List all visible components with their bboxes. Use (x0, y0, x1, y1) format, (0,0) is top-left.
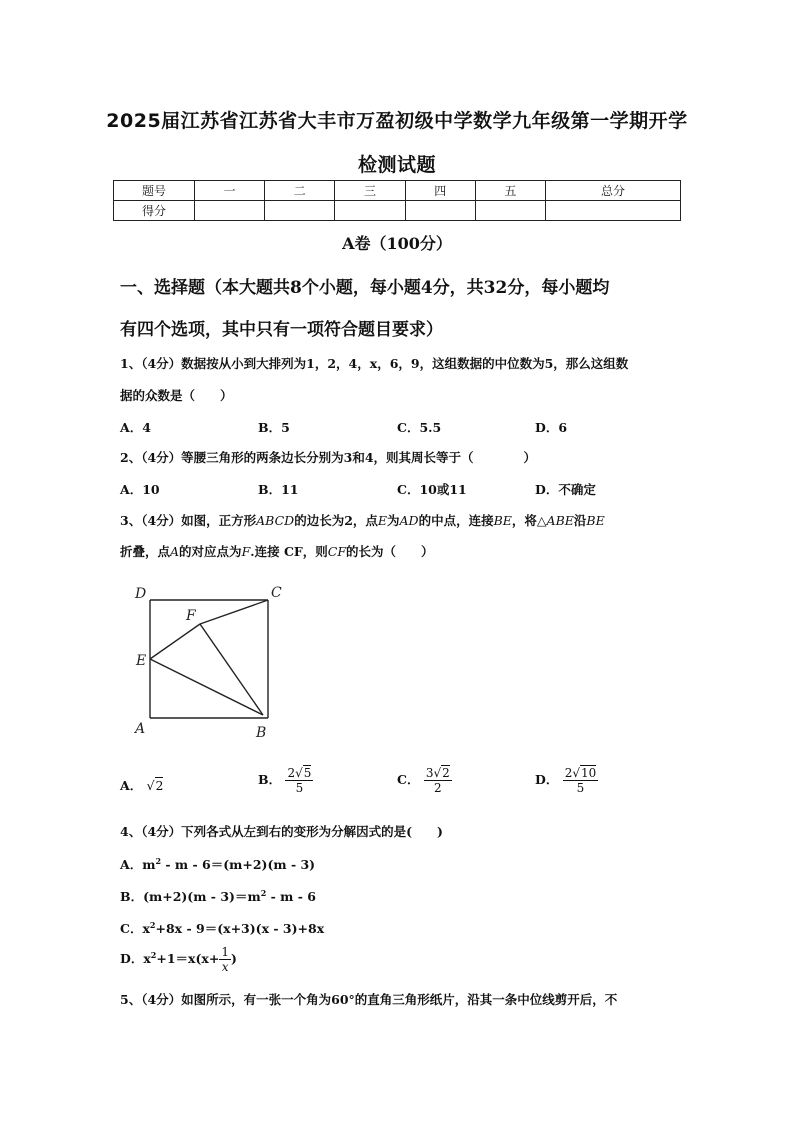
radicand: 5 (303, 766, 312, 780)
q2-option-c[interactable]: C．10或11 (397, 482, 467, 497)
score-table-row (114, 201, 681, 221)
fraction-numerator: 1 (221, 945, 229, 959)
q3-var: ABE (546, 513, 574, 528)
q3-var: BE (493, 513, 512, 528)
q3-var: F (241, 544, 251, 559)
q3-option-c[interactable] (397, 766, 452, 795)
score-cell[interactable] (405, 201, 475, 221)
doc-title-line1: 2025届江苏省江苏省大丰市万盈初级中学数学九年级第一学期开学 (106, 110, 688, 132)
fraction (285, 766, 313, 795)
q2-option-d[interactable]: D．不确定 (535, 482, 596, 497)
score-row-label: 得分 (114, 201, 195, 221)
fraction-numerator: 2√10 (564, 766, 597, 780)
q3-option-d[interactable] (535, 766, 598, 795)
radicand: 2 (442, 766, 450, 780)
q2-option-a[interactable]: A．10 (120, 482, 160, 497)
doc-title-line2: 检测试题 (357, 154, 436, 176)
q3-var: ABCD (256, 513, 295, 528)
sqrt-symbol: √2 (146, 778, 164, 793)
q1-option-c[interactable]: C．5.5 (397, 420, 442, 435)
q1-option-b[interactable]: B．5 (258, 420, 290, 435)
q3-line2 (120, 542, 680, 560)
part1-heading-line1: 一、选择题（本大题共8个小题，每小题4分，共32分，每小题均 (120, 278, 610, 298)
label-d: D (135, 586, 147, 602)
q1-line2: 据的众数是（ ） (120, 388, 233, 403)
radicand: 2 (155, 778, 164, 793)
q1-option-a[interactable]: A．4 (120, 420, 151, 435)
score-cell[interactable] (265, 201, 335, 221)
fraction-denominator: 5 (576, 781, 585, 795)
q1-line1: 1、（4分）数据按从小到大排列为1，2，4，x，6，9，这组数据的中位数为5，那么这组数 (120, 356, 629, 371)
q3-line1 (120, 511, 680, 529)
score-table-header-row (114, 181, 681, 201)
q3-var: E (377, 513, 388, 528)
part1-heading-line2: 有四个选项，其中只有一项符合题目要求） (120, 320, 443, 340)
q3-option-a[interactable] (120, 776, 163, 794)
radicand: 10 (581, 766, 597, 780)
option-label: A． (120, 778, 143, 793)
fraction-denominator: x (221, 960, 229, 974)
q3-var: AD (399, 513, 419, 528)
label-e: E (136, 653, 147, 669)
q3-text: 3、（4分）如图，正方形 (120, 513, 257, 528)
q1-option-d[interactable]: D．6 (535, 420, 568, 435)
option-label: B． (258, 772, 282, 787)
score-cell[interactable] (195, 201, 265, 221)
score-header-cell: 总分 (546, 181, 681, 201)
q3-var: BE (586, 513, 605, 528)
q3-text: 的中点，连接 (418, 513, 494, 528)
q5-text: 5、（4分）如图所示，有一张一个角为60°的直角三角形纸片，沿其一条中位线剪开后，不 (120, 992, 618, 1007)
score-header-cell: 五 (475, 181, 545, 201)
fraction-numerator: 3√2 (425, 766, 450, 780)
score-header-cell: 四 (405, 181, 475, 201)
segment-ec (150, 624, 200, 659)
section-a-heading: A卷（100分） (342, 234, 452, 253)
q4-option-b[interactable]: B．$(m+2)(m - 3)=m^2 - m - 6$ (120, 887, 316, 904)
fraction (563, 766, 599, 795)
fraction (219, 945, 231, 974)
label-f: F (186, 608, 196, 624)
label-a: A (135, 721, 146, 737)
segment-fb (200, 624, 263, 715)
fraction-denominator: 5 (295, 781, 304, 795)
q3-text: 折叠，点 (120, 544, 171, 559)
q3-text: 的对应点为 (179, 544, 242, 559)
q2-text: 2、（4分）等腰三角形的两条边长分别为3和4，则其周长等于（ ） (120, 450, 537, 465)
option-label: C． (397, 772, 420, 787)
q3-figure (125, 580, 295, 750)
score-cell[interactable] (546, 201, 681, 221)
q2-option-b[interactable]: B．11 (258, 482, 299, 497)
q4-option-d[interactable]: D．$x^2+1=x(x+$ $\frac{1}{x}$ ) (120, 945, 237, 974)
score-header-cell: 题号 (114, 181, 195, 201)
q3-var: A (170, 544, 180, 559)
label-b: B (256, 725, 267, 741)
q3-text: 为 (387, 513, 400, 528)
q3-text: ，将△ (511, 513, 547, 528)
score-header-cell: 二 (265, 181, 335, 201)
q3-option-b[interactable] (258, 766, 313, 795)
score-cell[interactable] (475, 201, 545, 221)
q4-option-a[interactable]: A．$m^2 - m - 6=(m+2)(m - 3)$ (120, 855, 316, 872)
q4-option-c[interactable]: C．$x^2+8x - 9=(x+3)(x - 3)+8x$ (120, 919, 325, 936)
q3-text: 的边长为2，点 (294, 513, 378, 528)
q4-text: 4、（4分）下列各式从左到右的变形为分解因式的是( ) (120, 824, 443, 839)
segment-fc (200, 600, 268, 624)
segment-eb (150, 659, 263, 715)
option-label: D． (535, 772, 559, 787)
fraction-denominator: 2 (433, 781, 442, 795)
score-table (113, 180, 681, 221)
score-header-cell: 三 (335, 181, 405, 201)
fraction-numerator: 2√5 (287, 766, 312, 780)
fraction (424, 766, 452, 795)
score-header-cell: 一 (195, 181, 265, 201)
q3-text: 的长为（ ） (346, 544, 434, 559)
q3-text: .连接 CF，则 (250, 544, 328, 559)
q3-text: 沿 (573, 513, 587, 528)
label-c: C (271, 585, 282, 601)
score-cell[interactable] (335, 201, 405, 221)
q3-var: CF (327, 544, 347, 559)
